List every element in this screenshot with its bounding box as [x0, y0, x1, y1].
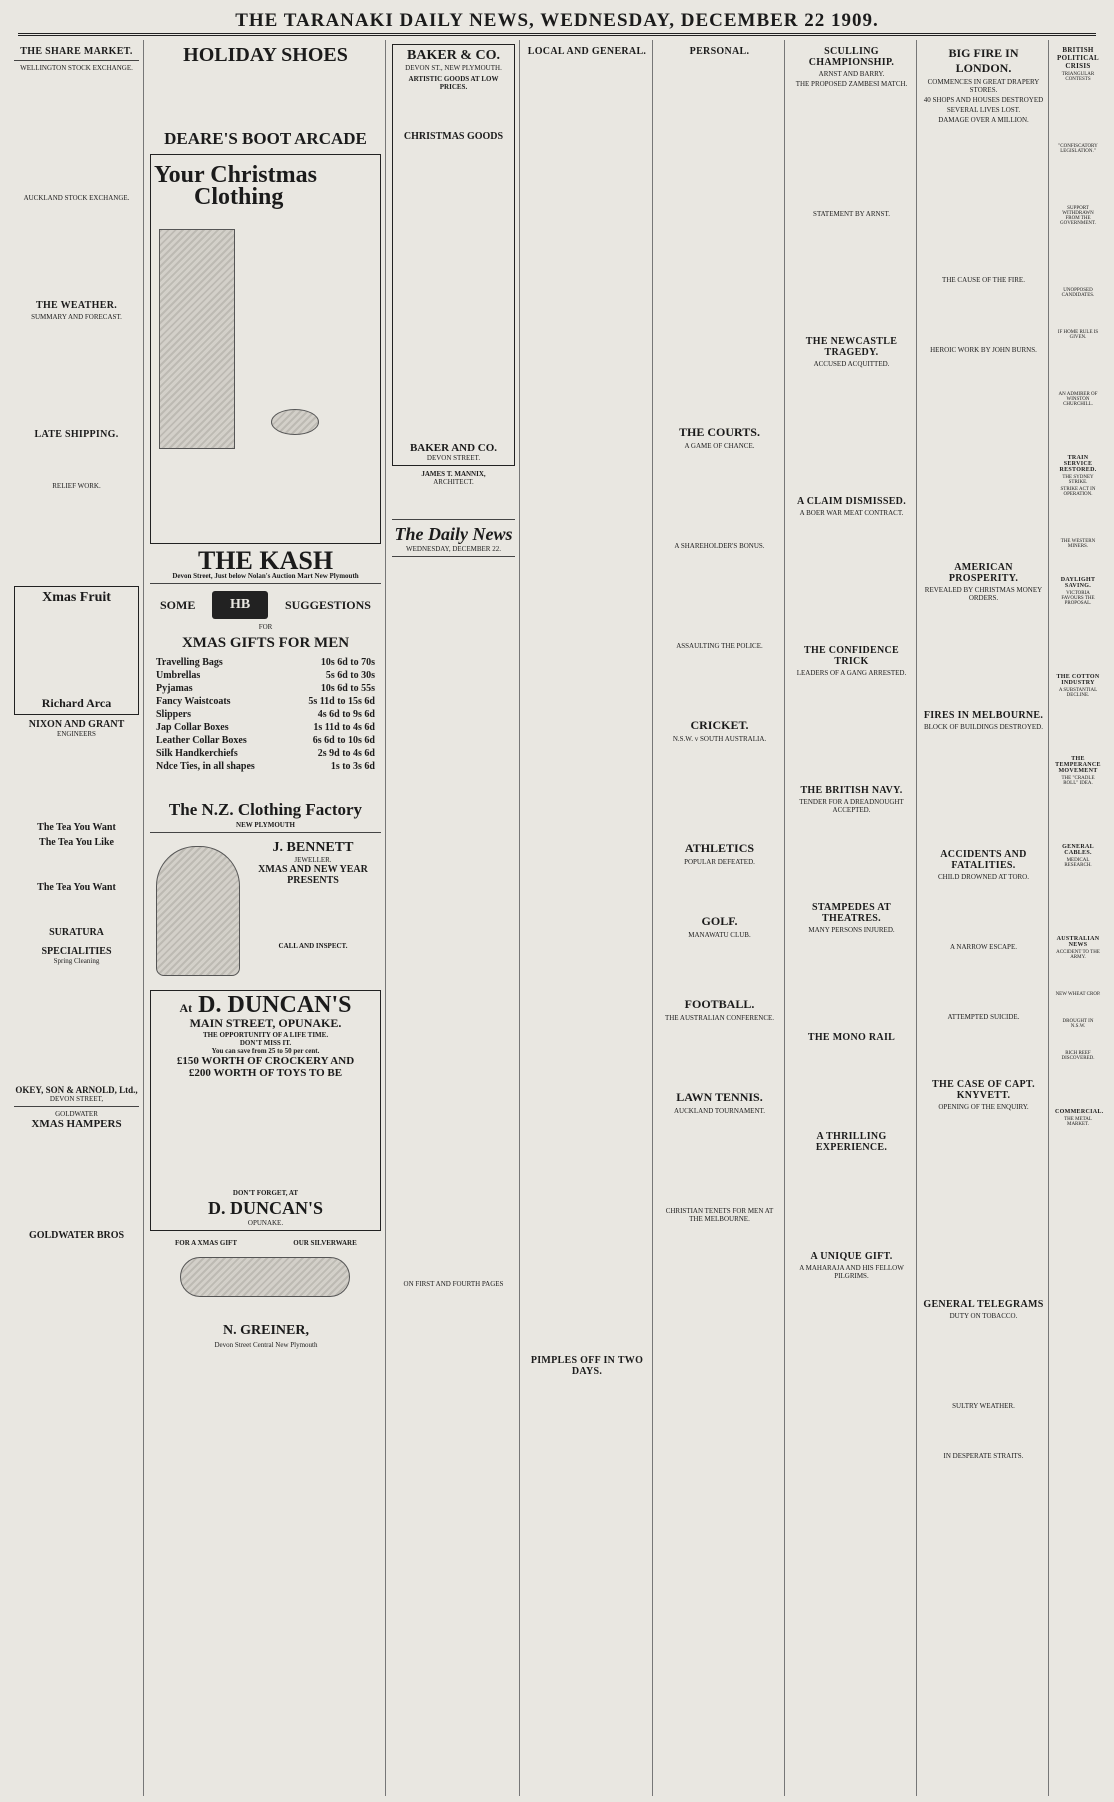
- body-text-block: [150, 66, 381, 128]
- body-text-block: [923, 1113, 1044, 1293]
- gang-arrested: LEADERS OF A GANG ARRESTED.: [796, 669, 907, 677]
- temperance: THE TEMPERANCE MOVEMENT: [1055, 756, 1101, 774]
- new-wheat: NEW WHEAT CROP.: [1055, 992, 1101, 997]
- xmas-gifts-title: XMAS GIFTS FOR MEN: [181, 635, 350, 651]
- gift-item: Silk Handkerchiefs: [156, 748, 238, 759]
- relief-work-heading: RELIEF WORK.: [52, 482, 101, 490]
- body-text-block: [1055, 84, 1101, 144]
- body-text-block: [14, 738, 139, 818]
- body-text-block: [1055, 870, 1101, 930]
- body-text-block: [392, 486, 515, 516]
- wellington-exchange-heading: WELLINGTON STOCK EXCHANGE.: [20, 64, 133, 72]
- gift-item: Umbrellas: [156, 670, 201, 681]
- boer-war: A BOER WAR MEAT CONTRACT.: [799, 509, 904, 517]
- opportunity: THE OPPORTUNITY OF A LIFE TIME.: [202, 1031, 329, 1039]
- accused-acquitted: ACCUSED ACQUITTED.: [813, 360, 890, 368]
- body-text-block: [791, 220, 912, 330]
- column-2: [146, 40, 386, 1796]
- british-political: BRITISH POLITICAL CRISIS: [1057, 46, 1099, 70]
- some-label: SOME: [160, 597, 196, 612]
- christmas-clothing-title: Your Christmas: [154, 162, 317, 188]
- metal-market: THE METAL MARKET.: [1064, 1117, 1092, 1127]
- divider: [14, 60, 139, 61]
- gift-price: 5s 6d to 30s: [325, 670, 375, 681]
- body-text-block: [14, 74, 139, 194]
- body-text-block: [1055, 300, 1101, 330]
- sultry-weather: SULTRY WEATHER.: [952, 1402, 1015, 1410]
- body-text-block: [526, 1379, 648, 1779]
- gift-row: [150, 708, 381, 721]
- body-text-block: [791, 519, 912, 639]
- claim-dismissed: A CLAIM DISMISSED.: [796, 496, 907, 507]
- body-text-block: [659, 1117, 780, 1207]
- body-text-block: [1055, 1031, 1101, 1051]
- gift-row: [150, 656, 381, 669]
- shops-destroyed: 40 SHOPS AND HOUSES DESTROYED: [923, 96, 1044, 104]
- holiday-shoes-title: HOLIDAY SHOES: [183, 44, 348, 66]
- body-text-block: [154, 1297, 380, 1323]
- on-first-pages: ON FIRST AND FOURTH PAGES: [403, 1280, 504, 1288]
- gift-row: [150, 721, 381, 734]
- body-text-block: [923, 286, 1044, 346]
- body-text-block: [659, 868, 780, 908]
- strike-act: STRIKE ACT IN OPERATION.: [1060, 487, 1096, 497]
- gift-row: [150, 669, 381, 682]
- body-text-block: [14, 1241, 139, 1301]
- cause-of-fire: THE CAUSE OF THE FIRE.: [942, 276, 1025, 284]
- pimples-heading: PIMPLES OFF IN TWO DAYS.: [530, 1355, 644, 1377]
- body-text-block: [923, 1322, 1044, 1402]
- confidence-trick: THE CONFIDENCE TRICK: [803, 645, 900, 667]
- shareholders-bonus: A SHAREHOLDER'S BONUS.: [674, 542, 765, 550]
- duty-tobacco: DUTY ON TOBACCO.: [949, 1312, 1018, 1320]
- gift-price: 6s 6d to 10s 6d: [312, 735, 375, 746]
- body-text-block: [923, 604, 1044, 704]
- column-3: [388, 40, 520, 1796]
- popular-defeated: POPULAR DEFEATED.: [684, 858, 755, 866]
- body-text-block: [791, 370, 912, 490]
- dont-forget: DON'T FORGET, AT: [232, 1189, 299, 1197]
- gift-item: Pyjamas: [156, 683, 193, 694]
- deares-boot-arcade: DEARE'S BOOT ARCADE: [164, 129, 367, 148]
- gift-price: 4s 6d to 9s 6d: [317, 709, 375, 720]
- body-text-block: [246, 886, 380, 942]
- greiner-address: Devon Street Central New Plymouth: [214, 1341, 318, 1349]
- enquiry-opening: OPENING OF THE ENQUIRY.: [938, 1103, 1029, 1111]
- body-text-block: [923, 883, 1044, 943]
- nsw-sa: N.S.W. v SOUTH AUSTRALIA.: [672, 735, 767, 743]
- gentleman-illustration: [159, 229, 235, 449]
- victoria-favours: VICTORIA FAVOURS THE PROPOSAL.: [1061, 591, 1095, 606]
- body-text-block: [659, 941, 780, 991]
- commercial: COMMERCIAL.: [1055, 1109, 1104, 1115]
- persons-injured: MANY PERSONS INJURED.: [808, 926, 895, 934]
- bennett-name: J. BENNETT: [272, 840, 354, 855]
- body-text-block: [659, 1225, 780, 1525]
- goldwater: GOLDWATER: [55, 1110, 98, 1118]
- jeweller: JEWELLER.: [294, 856, 332, 864]
- body-text-block: [923, 953, 1044, 1013]
- body-text-block: [791, 1045, 912, 1125]
- devon-street: DEVON STREET,: [49, 1095, 104, 1103]
- editorial-text: [392, 560, 515, 1280]
- body-text-block: [243, 229, 379, 499]
- accident-army: ACCIDENT TO THE ARMY.: [1056, 950, 1100, 960]
- the-kash: THE KASH: [197, 546, 334, 575]
- body-text-block: [1055, 156, 1101, 206]
- baker-ad: [392, 44, 515, 466]
- column-6: [787, 40, 917, 1796]
- sydney-strike: THE SYDNEY STRIKE.: [1062, 475, 1094, 485]
- baker-address: DEVON ST., NEW PLYMOUTH.: [405, 64, 502, 72]
- gift-price: 1s 11d to 4s 6d: [313, 722, 375, 733]
- column-1: [10, 40, 144, 1796]
- body-text-block: [791, 90, 912, 210]
- late-shipping-heading: LATE SHIPPING.: [34, 429, 119, 440]
- body-text-block: [14, 848, 139, 882]
- assaulting-police: ASSAULTING THE POLICE.: [676, 642, 763, 650]
- body-text-block: [1055, 788, 1101, 838]
- duncans-ad: [150, 990, 381, 1231]
- body-text-block: [1055, 1129, 1101, 1189]
- christmas-goods: CHRISTMAS GOODS: [403, 131, 504, 142]
- train-service: TRAIN SERVICE RESTORED.: [1059, 455, 1097, 473]
- body-text-block: [923, 356, 1044, 556]
- kash-address: Devon Street, Just below Nolan's Auction Mart New Plymouth: [172, 572, 359, 580]
- body-text-block: [923, 1462, 1044, 1522]
- big-fire-heading: BIG FIRE IN LONDON.: [948, 46, 1019, 75]
- body-text-block: [659, 552, 780, 642]
- block-destroyed: BLOCK OF BUILDINGS DESTROYED.: [923, 723, 1043, 731]
- goldwater-bros: GOLDWATER BROS: [28, 1230, 125, 1241]
- personal-heading: PERSONAL.: [689, 46, 750, 57]
- support-withdrawn: SUPPORT WITHDRAWN FROM THE GOVERNMENT.: [1060, 206, 1096, 226]
- zambesi-match: THE PROPOSED ZAMBESI MATCH.: [795, 80, 908, 88]
- gift-item: Slippers: [156, 709, 192, 720]
- duncans-name-2: D. DUNCAN'S: [207, 1198, 323, 1218]
- stampedes-heading: STAMPEDES AT THEATRES.: [811, 902, 892, 924]
- gift-price-list: [150, 656, 381, 773]
- body-text-block: [14, 204, 139, 294]
- straw-hat-illustration: [271, 409, 319, 435]
- mannix: JAMES T. MANNIX,: [421, 470, 486, 478]
- column-8: [1051, 40, 1105, 1796]
- summary-heading: SUMMARY AND FORECAST.: [31, 313, 122, 321]
- cotton-industry: THE COTTON INDUSTRY: [1056, 674, 1100, 686]
- gift-row: [150, 747, 381, 760]
- suggestions-label: SUGGESTIONS: [284, 597, 371, 612]
- richard-arca: Richard Arca: [41, 696, 112, 710]
- local-general-heading: LOCAL AND GENERAL.: [527, 46, 647, 57]
- body-text-block: [14, 442, 139, 482]
- rich-reef: RICH REEF DISCOVERED.: [1061, 1051, 1095, 1061]
- lives-lost: SEVERAL LIVES LOST.: [946, 106, 1021, 114]
- body-text-block: [659, 59, 780, 419]
- arnst-barry: ARNST AND BARRY.: [818, 70, 885, 78]
- desperate-straits: IN DESPERATE STRAITS.: [943, 1452, 1024, 1460]
- body-text-block: [1055, 999, 1101, 1019]
- triangular-contests: TRIANGULAR CONTESTS: [1061, 72, 1095, 82]
- artistic-goods: ARTISTIC GOODS AT LOW PRICES.: [408, 75, 499, 91]
- body-text-block: [1055, 228, 1101, 288]
- christmas-clothing-ad: [150, 154, 381, 544]
- silverware-label: OUR SILVERWARE: [293, 1239, 357, 1247]
- body-text-block: [1055, 342, 1101, 392]
- spring-cleaning: Spring Cleaning: [53, 957, 100, 965]
- greiner-name: N. GREINER,: [223, 1323, 309, 1338]
- heroic-work: HEROIC WORK BY JOHN BURNS.: [930, 346, 1037, 354]
- accidents-fatalities: ACCIDENTS AND FATALITIES.: [940, 849, 1027, 871]
- christian-tenets: CHRISTIAN TENETS FOR MEN AT THE MELBOURNE.: [665, 1207, 774, 1223]
- bennett-text: [246, 840, 380, 950]
- silverware-illustration: [180, 1257, 350, 1297]
- nixon-grant: NIXON AND GRANT: [28, 719, 125, 730]
- body-text-block: [659, 745, 780, 835]
- body-text-block: [1055, 499, 1101, 539]
- body-text-block: [14, 323, 139, 423]
- engineers: ENGINEERS: [57, 730, 96, 738]
- australian-news: AUSTRALIAN NEWS: [1056, 936, 1100, 948]
- baker-title-2: BAKER AND CO.: [409, 442, 498, 454]
- duncans-name: D. DUNCAN'S: [198, 992, 352, 1018]
- clock-illustration: [156, 846, 240, 976]
- drought: DROUGHT IN N.S.W.: [1062, 1019, 1094, 1029]
- specialities: SPECIALITIES: [41, 946, 112, 957]
- xmas-presents: XMAS AND NEW YEAR PRESENTS: [258, 864, 368, 886]
- newcastle-heading: THE NEWCASTLE TRAGEDY.: [805, 336, 898, 358]
- dont-miss: DON'T MISS IT.: [239, 1039, 292, 1047]
- gift-price: 2s 9d to 4s 6d: [317, 748, 375, 759]
- game-of-chance: A GAME OF CHANCE.: [684, 442, 755, 450]
- divider: [14, 1106, 139, 1107]
- gift-row: [150, 695, 381, 708]
- gift-row: [150, 682, 381, 695]
- body-text-block: [923, 1023, 1044, 1073]
- lawn-tennis-heading: LAWN TENNIS.: [676, 1090, 763, 1104]
- body-text-block: [150, 777, 381, 791]
- body-text-block: [923, 1412, 1044, 1452]
- toys-line: £200 WORTH OF TOYS TO BE: [188, 1067, 343, 1079]
- xmas-fruit-ad: [14, 586, 139, 715]
- fires-melbourne: FIRES IN MELBOURNE.: [923, 710, 1044, 721]
- body-text-block: [1055, 551, 1101, 571]
- xmas-gift-label: FOR A XMAS GIFT: [174, 1239, 238, 1247]
- athletics-heading: ATHLETICS: [684, 841, 755, 855]
- call-inspect: CALL AND INSPECT.: [278, 942, 348, 950]
- crockery-line: £150 WORTH OF CROCKERY AND: [176, 1055, 355, 1067]
- opunake: OPUNAKE.: [247, 1219, 284, 1227]
- unopposed-candidates: UNOPPOSED CANDIDATES.: [1061, 288, 1095, 298]
- dreadnought-tender: TENDER FOR A DREADNOUGHT ACCEPTED.: [799, 798, 904, 814]
- confiscatory: "CONFISCATORY LEGISLATION.": [1058, 144, 1098, 154]
- body-text-block: [791, 936, 912, 1026]
- auckland-tournament: AUCKLAND TOURNAMENT.: [674, 1107, 765, 1115]
- gift-row: [150, 760, 381, 773]
- body-text-block: [14, 1130, 139, 1230]
- narrow-escape: A NARROW ESCAPE.: [950, 943, 1017, 951]
- body-text-block: [14, 965, 139, 1085]
- football-heading: FOOTBALL.: [684, 997, 755, 1011]
- mono-rail: THE MONO RAIL: [807, 1032, 896, 1043]
- column-7: [919, 40, 1049, 1796]
- share-market-heading: THE SHARE MARKET.: [20, 46, 133, 57]
- body-text-block: [791, 1155, 912, 1245]
- body-text-block: [923, 733, 1044, 843]
- western-miners: THE WESTERN MINERS.: [1060, 539, 1096, 549]
- maharaja: A MAHARAJA AND HIS FELLOW PILGRIMS.: [799, 1264, 904, 1280]
- body-text-block: [14, 893, 139, 927]
- damage-million: DAMAGE OVER A MILLION.: [938, 116, 1029, 124]
- sculling-heading: SCULLING CHAMPIONSHIP.: [808, 46, 895, 68]
- body-text-block: [1055, 700, 1101, 750]
- body-text-block: [18, 606, 135, 696]
- xmas-fruit-title: Xmas Fruit: [42, 590, 111, 605]
- nz-clothing-factory: The N.Z. Clothing Factory: [168, 800, 363, 819]
- save-percent: You can save from 25 to 50 per cent.: [211, 1047, 320, 1055]
- child-drowned: CHILD DROWNED AT TORO.: [937, 873, 1029, 881]
- cradle-roll: THE "CRADLE ROLL" IDEA.: [1061, 776, 1095, 786]
- cricket-heading: CRICKET.: [690, 718, 749, 732]
- body-text-block: [791, 679, 912, 779]
- australian-conference: THE AUSTRALIAN CONFERENCE.: [664, 1014, 775, 1022]
- tea-want-2: The Tea You Want: [37, 882, 116, 893]
- churchill-admirer: AN ADMIRER OF WINSTON CHURCHILL.: [1058, 392, 1098, 407]
- unique-gift: A UNIQUE GIFT.: [810, 1251, 893, 1262]
- new-plymouth: NEW PLYMOUTH: [236, 821, 295, 829]
- column-4: [522, 40, 653, 1796]
- golf-heading: GOLF.: [701, 914, 738, 928]
- xmas-hampers: XMAS HAMPERS: [31, 1118, 122, 1130]
- gift-item: Fancy Waistcoats: [156, 696, 231, 707]
- okey-son-arnold: OKEY, SON & ARNOLD, Ltd.,: [15, 1085, 138, 1095]
- auckland-exchange-heading: AUCKLAND STOCK EXCHANGE.: [23, 194, 130, 202]
- american-prosperity: AMERICAN PROSPERITY.: [948, 562, 1019, 584]
- body-text-block: [659, 652, 780, 712]
- architect: ARCHITECT.: [433, 478, 474, 486]
- divider: [392, 556, 515, 557]
- tea-want-1: The Tea You Want: [37, 822, 116, 833]
- body-text-block: [154, 1079, 377, 1189]
- money-orders: REVEALED BY CHRISTMAS MONEY ORDERS.: [924, 586, 1043, 602]
- body-text-block: [1055, 608, 1101, 668]
- bennett-ad: [150, 836, 381, 986]
- main-street: MAIN STREET, OPUNAKE.: [189, 1016, 342, 1030]
- hb-logo: HB: [212, 591, 268, 619]
- masthead: THE TARANAKI DAILY NEWS, WEDNESDAY, DECEMBER 22 1909.: [18, 10, 1096, 36]
- gift-row: [150, 734, 381, 747]
- body-text-block: [659, 1024, 780, 1084]
- courts-heading: THE COURTS.: [679, 425, 760, 439]
- divider: [150, 832, 381, 833]
- daily-news-title: The Daily News: [394, 524, 513, 544]
- substantial-decline: A SUBSTANTIAL DECLINE.: [1058, 688, 1098, 698]
- for-label: FOR: [258, 623, 273, 631]
- suratura: SURATURA: [49, 927, 104, 938]
- thrilling-experience: A THRILLING EXPERIENCE.: [815, 1131, 888, 1153]
- duncans-header: [154, 994, 377, 1016]
- gift-price: 5s 11d to 15s 6d: [308, 696, 375, 707]
- gift-price: 10s 6d to 70s: [320, 657, 375, 668]
- body-text-block: [1055, 1063, 1101, 1103]
- home-rule: IF HOME RULE IS GIVEN.: [1057, 330, 1099, 340]
- gift-item: Jap Collar Boxes: [156, 722, 229, 733]
- weather-heading: THE WEATHER.: [35, 300, 118, 311]
- body-text-block: [392, 1290, 515, 1470]
- body-text-block: [526, 59, 648, 1349]
- divider: [150, 583, 381, 584]
- british-navy: THE BRITISH NAVY.: [800, 785, 903, 796]
- body-text-block: [791, 1282, 912, 1482]
- column-5: [655, 40, 785, 1796]
- tea-like: The Tea You Like: [39, 837, 114, 848]
- statement-arnst: STATEMENT BY ARNST.: [813, 210, 890, 218]
- gift-item: Ndce Ties, in all shapes: [156, 761, 255, 772]
- manawatu-club: MANAWATU CLUB.: [688, 931, 751, 939]
- body-text-block: [1055, 962, 1101, 992]
- body-text-block: [396, 142, 511, 442]
- medical-research: MEDICAL RESEARCH.: [1064, 858, 1092, 868]
- general-cables: GENERAL CABLES.: [1062, 844, 1094, 856]
- gift-price: 1s to 3s 6d: [330, 761, 375, 772]
- gift-item: Travelling Bags: [156, 657, 223, 668]
- suggestions-header: [150, 587, 381, 623]
- gift-price: 10s 6d to 55s: [320, 683, 375, 694]
- attempted-suicide: ATTEMPTED SUICIDE.: [947, 1013, 1020, 1021]
- divider: [392, 519, 515, 520]
- christmas-clothing-subtitle: Clothing: [194, 184, 284, 210]
- body-text-block: [14, 492, 139, 582]
- body-text-block: [923, 126, 1044, 276]
- gift-item: Leather Collar Boxes: [156, 735, 247, 746]
- baker-devon: DEVON STREET.: [426, 454, 481, 462]
- body-text-block: [659, 452, 780, 542]
- knyvett-case: THE CASE OF CAPT. KNYVETT.: [932, 1079, 1035, 1101]
- greiner-ad: [150, 1235, 381, 1355]
- issue-date: WEDNESDAY, DECEMBER 22.: [406, 545, 501, 553]
- at-label: At: [179, 1001, 193, 1015]
- drapery-stores: COMMENCES IN GREAT DRAPERY STORES.: [927, 78, 1040, 94]
- daylight-saving: DAYLIGHT SAVING.: [1060, 577, 1096, 589]
- body-text-block: [791, 816, 912, 896]
- baker-title: BAKER & CO.: [407, 48, 500, 63]
- body-text-block: [396, 91, 511, 131]
- body-text-block: [1055, 409, 1101, 449]
- general-telegrams: GENERAL TELEGRAMS: [923, 1299, 1044, 1310]
